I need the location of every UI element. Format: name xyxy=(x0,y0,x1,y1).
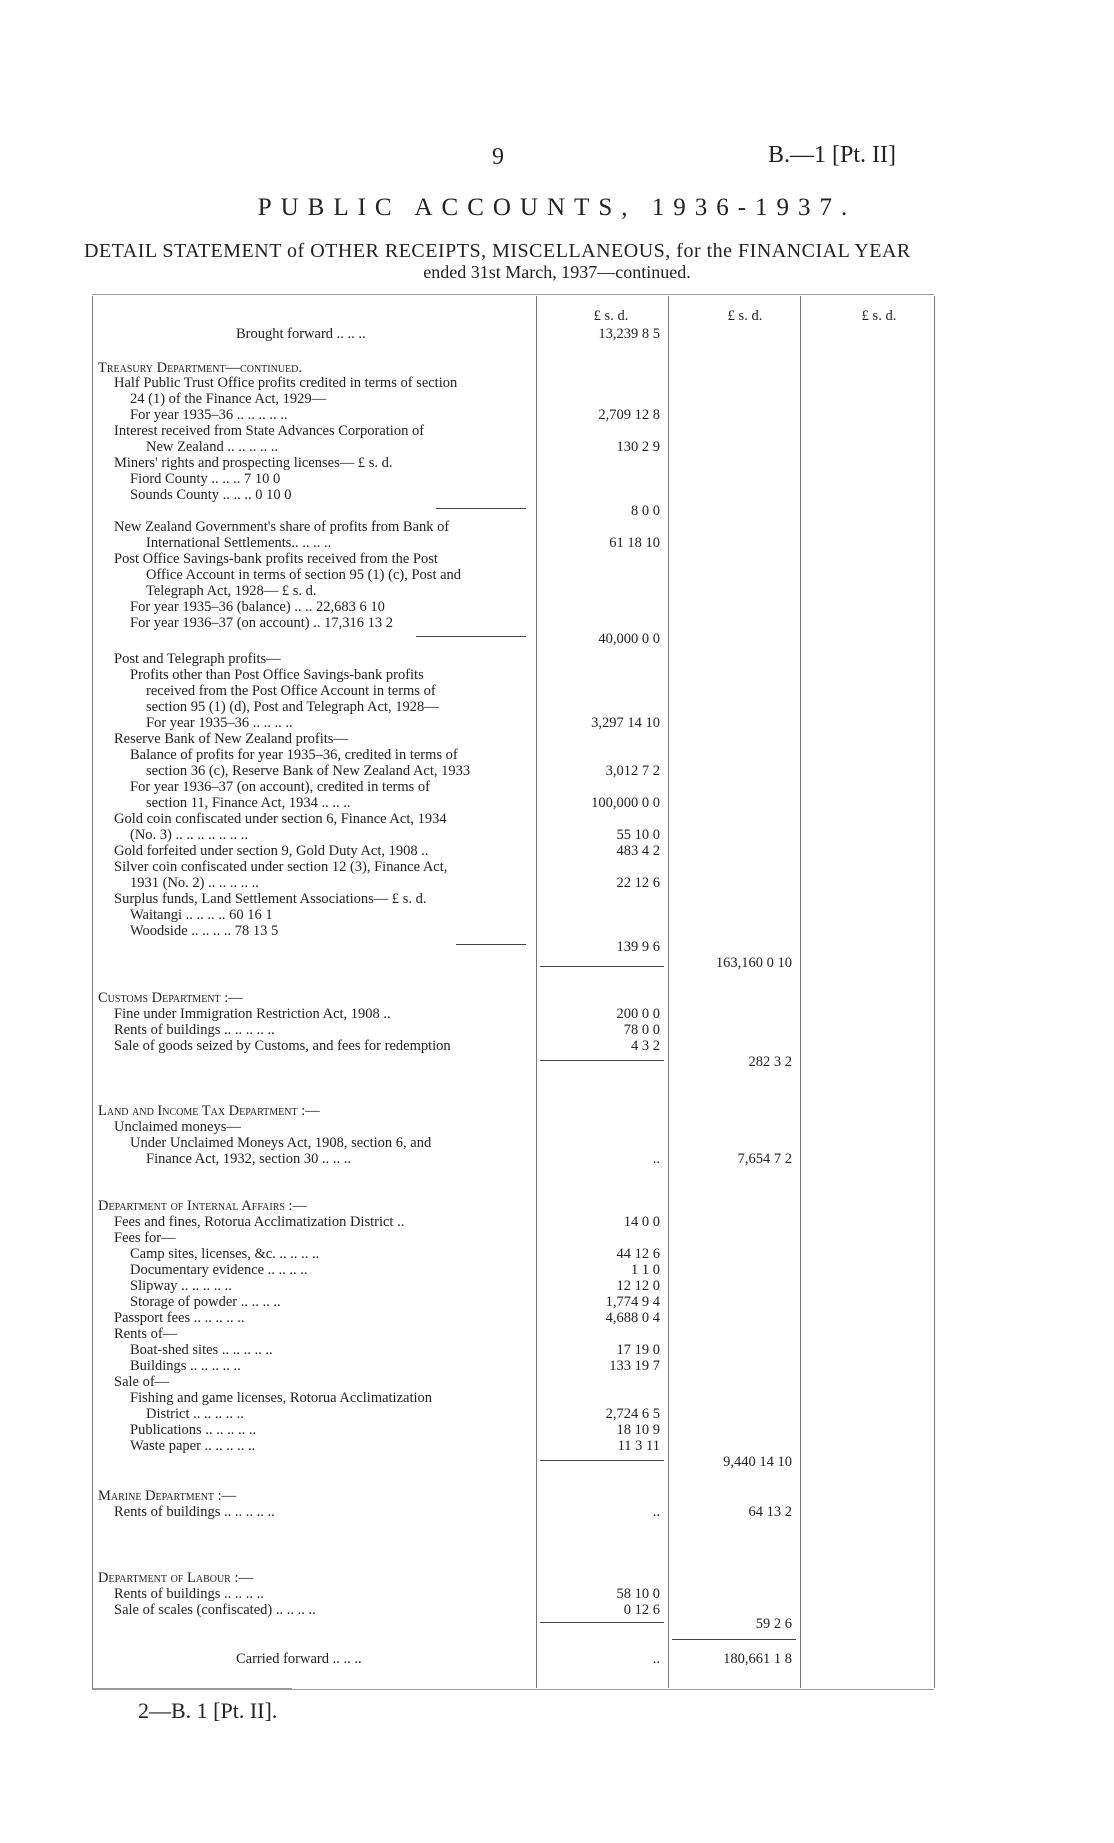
amount-col1: .. xyxy=(652,1504,660,1520)
line-text: Miners' rights and prospecting licenses— £ s. d. xyxy=(114,455,393,471)
document-code: B.—1 [Pt. II] xyxy=(768,142,896,168)
amount-col1: 12 12 0 xyxy=(616,1278,660,1294)
statement-title: DETAIL STATEMENT of OTHER RECEIPTS, MISCELLANEOUS, for the FINANCIAL YEAR xyxy=(84,240,911,262)
line-text: Buildings .. .. .. .. .. xyxy=(130,1358,241,1374)
subtotal-rule xyxy=(456,944,526,945)
line-text: Fishing and game licenses, Rotorua Acclimatization xyxy=(130,1390,433,1406)
line-text: Gold coin confiscated under section 6, Finance Act, 1934 xyxy=(114,811,447,827)
amount-col1: .. xyxy=(652,1151,660,1167)
line-text: Under Unclaimed Moneys Act, 1908, section 6, and xyxy=(130,1135,432,1151)
amount-col1: 100,000 0 0 xyxy=(591,795,660,811)
total-rule xyxy=(540,966,664,967)
amount-col1: 4,688 0 4 xyxy=(605,1310,660,1326)
line-text: For year 1936–37 (on account) .. 17,316 13 2 xyxy=(130,615,393,631)
line-text: Surplus funds, Land Settlement Associations— £ s. d. xyxy=(114,891,427,907)
line-text: Profits other than Post Office Savings-bank profits xyxy=(130,667,424,683)
subtotal-rule xyxy=(436,508,526,509)
line-text: Passport fees .. .. .. .. .. xyxy=(114,1310,245,1326)
line-text: Balance of profits for year 1935–36, credited in terms of xyxy=(130,747,458,763)
line-text: Slipway .. .. .. .. .. xyxy=(130,1278,232,1294)
total-rule xyxy=(672,1639,796,1640)
section-heading: Customs Department :— xyxy=(98,990,243,1006)
amount-col2: 163,160 0 10 xyxy=(715,955,792,971)
line-text: section 36 (c), Reserve Bank of New Zealand Act, 1933 xyxy=(146,763,471,779)
line-text: Sale of goods seized by Customs, and fees for redemption xyxy=(114,1038,451,1054)
subtotal-rule xyxy=(416,636,526,637)
line-text: 24 (1) of the Finance Act, 1929— xyxy=(130,391,327,407)
line-text: Silver coin confiscated under section 12 (3), Finance Act, xyxy=(114,859,448,875)
footer-code: 2—B. 1 [Pt. II]. xyxy=(138,1698,278,1723)
table-border xyxy=(934,296,935,1688)
amount-col1: 44 12 6 xyxy=(616,1246,660,1262)
amount-col1: 2,709 12 8 xyxy=(598,407,660,423)
total-rule xyxy=(540,1622,664,1623)
line-text: Post Office Savings-bank profits received from the Post xyxy=(114,551,438,567)
line-text: Woodside .. .. .. .. 78 13 5 xyxy=(130,923,279,939)
section-heading: Land and Income Tax Department :— xyxy=(98,1103,320,1119)
line-text: Brought forward .. .. .. xyxy=(236,326,366,342)
line-text: Half Public Trust Office profits credited in terms of section xyxy=(114,375,458,391)
amount-col2: 64 13 2 xyxy=(748,1504,792,1520)
line-text: Unclaimed moneys— xyxy=(114,1119,241,1135)
amount-col1: 200 0 0 xyxy=(616,1006,660,1022)
amount-col2: 282 3 2 xyxy=(748,1054,792,1070)
column-divider xyxy=(800,296,801,1688)
line-text: Fees for— xyxy=(114,1230,176,1246)
amount-col1: 22 12 6 xyxy=(616,875,660,891)
line-text: Documentary evidence .. .. .. .. xyxy=(130,1262,308,1278)
amount-col1: 58 10 0 xyxy=(616,1586,660,1602)
line-text: Gold forfeited under section 9, Gold Duty Act, 1908 .. xyxy=(114,843,429,859)
amount-col1: 4 3 2 xyxy=(631,1038,660,1054)
line-text: Storage of powder .. .. .. .. xyxy=(130,1294,281,1310)
section-heading: Department of Labour :— xyxy=(98,1570,254,1586)
amount-col1: 55 10 0 xyxy=(616,827,660,843)
line-text: For year 1936–37 (on account), credited in terms of xyxy=(130,779,430,795)
amount-col1: 2,724 6 5 xyxy=(605,1406,660,1422)
page-number: 9 xyxy=(492,144,504,170)
amount-col1: 3,297 14 10 xyxy=(591,715,660,731)
line-text: Sale of— xyxy=(114,1374,170,1390)
amount-col1: 483 4 2 xyxy=(616,843,660,859)
section-heading: Department of Internal Affairs :— xyxy=(98,1198,308,1214)
line-text: Reserve Bank of New Zealand profits— xyxy=(114,731,348,747)
line-text: New Zealand Government's share of profits from Bank of xyxy=(114,519,450,535)
line-text: section 95 (1) (d), Post and Telegraph Act, 1928— xyxy=(146,699,439,715)
line-text: Waste paper .. .. .. .. .. xyxy=(130,1438,256,1454)
line-text: Fiord County .. .. .. 7 10 0 xyxy=(130,471,281,487)
line-text: Boat-shed sites .. .. .. .. .. xyxy=(130,1342,273,1358)
line-text: New Zealand .. .. .. .. .. xyxy=(146,439,279,455)
col1-header: £ s. d. xyxy=(593,308,629,324)
amount-col1: 130 2 9 xyxy=(616,439,660,455)
amount-col2: 180,661 1 8 xyxy=(723,1651,792,1667)
line-text: received from the Post Office Account in terms of xyxy=(146,683,436,699)
amount-col1: 1,774 9 4 xyxy=(605,1294,660,1310)
amount-col1: 1 1 0 xyxy=(631,1262,660,1278)
amount-col2: 59 2 6 xyxy=(755,1616,792,1632)
amount-col1: .. xyxy=(652,1651,660,1667)
line-text: Waitangi .. .. .. .. 60 16 1 xyxy=(130,907,273,923)
line-text: Sale of scales (confiscated) .. .. .. .. xyxy=(114,1602,316,1618)
statement-subtitle: ended 31st March, 1937—continued. xyxy=(423,262,691,282)
line-text: International Settlements.. .. .. .. xyxy=(146,535,332,551)
amount-col1: 139 9 6 xyxy=(616,939,660,955)
line-text: Rents of buildings .. .. .. .. .. xyxy=(114,1504,275,1520)
line-text: section 11, Finance Act, 1934 .. .. .. xyxy=(146,795,351,811)
section-heading: Treasury Department—continued. xyxy=(98,360,303,376)
amount-col1: 11 3 11 xyxy=(617,1438,660,1454)
line-text: For year 1935–36 .. .. .. .. .. xyxy=(130,407,288,423)
amount-col1: 14 0 0 xyxy=(623,1214,660,1230)
table-border xyxy=(92,296,93,1688)
line-text: For year 1935–36 .. .. .. .. xyxy=(146,715,293,731)
line-text: Camp sites, licenses, &c. .. .. .. .. xyxy=(130,1246,320,1262)
line-text: Carried forward .. .. .. xyxy=(236,1651,362,1667)
col2-header: £ s. d. xyxy=(727,308,763,324)
line-text: Sounds County .. .. .. 0 10 0 xyxy=(130,487,292,503)
amount-col1: 13,239 8 5 xyxy=(598,326,660,342)
amount-col1: 133 19 7 xyxy=(609,1358,660,1374)
amount-col2: 9,440 14 10 xyxy=(723,1454,792,1470)
line-text: Rents of buildings .. .. .. .. .. xyxy=(114,1022,275,1038)
line-text: Post and Telegraph profits— xyxy=(114,651,281,667)
line-text: For year 1935–36 (balance) .. .. 22,683 6 10 xyxy=(130,599,385,615)
line-text: Office Account in terms of section 95 (1) (c), Post and xyxy=(146,567,462,583)
amount-col1: 40,000 0 0 xyxy=(598,631,660,647)
amount-col1: 0 12 6 xyxy=(623,1602,660,1618)
amount-col2: 7,654 7 2 xyxy=(737,1151,792,1167)
amount-col1: 3,012 7 2 xyxy=(605,763,660,779)
col3-header: £ s. d. xyxy=(861,308,897,324)
line-text: Interest received from State Advances Corporation of xyxy=(114,423,425,439)
amount-col1: 8 0 0 xyxy=(631,503,660,519)
line-text: 1931 (No. 2) .. .. .. .. .. xyxy=(130,875,259,891)
amount-col1: 18 10 9 xyxy=(616,1422,660,1438)
line-text: District .. .. .. .. .. xyxy=(146,1406,244,1422)
column-divider xyxy=(668,296,669,1688)
page-title: PUBLIC ACCOUNTS, 1936-1937. xyxy=(257,194,857,221)
line-text: (No. 3) .. .. .. .. .. .. .. xyxy=(130,827,249,843)
amount-col1: 61 18 10 xyxy=(609,535,660,551)
section-heading: Marine Department :— xyxy=(98,1488,237,1504)
line-text: Publications .. .. .. .. .. xyxy=(130,1422,257,1438)
total-rule xyxy=(540,1060,664,1061)
total-rule xyxy=(540,1460,664,1461)
amount-col1: 17 19 0 xyxy=(616,1342,660,1358)
line-text: Rents of— xyxy=(114,1326,178,1342)
line-text: Rents of buildings .. .. .. .. xyxy=(114,1586,264,1602)
footer-rule xyxy=(92,1688,292,1689)
line-text: Fees and fines, Rotorua Acclimatization District .. xyxy=(114,1214,405,1230)
line-text: Finance Act, 1932, section 30 .. .. .. xyxy=(146,1151,351,1167)
line-text: Fine under Immigration Restriction Act, 1908 .. xyxy=(114,1006,391,1022)
line-text: Telegraph Act, 1928— £ s. d. xyxy=(146,583,317,599)
amount-col1: 78 0 0 xyxy=(623,1022,660,1038)
